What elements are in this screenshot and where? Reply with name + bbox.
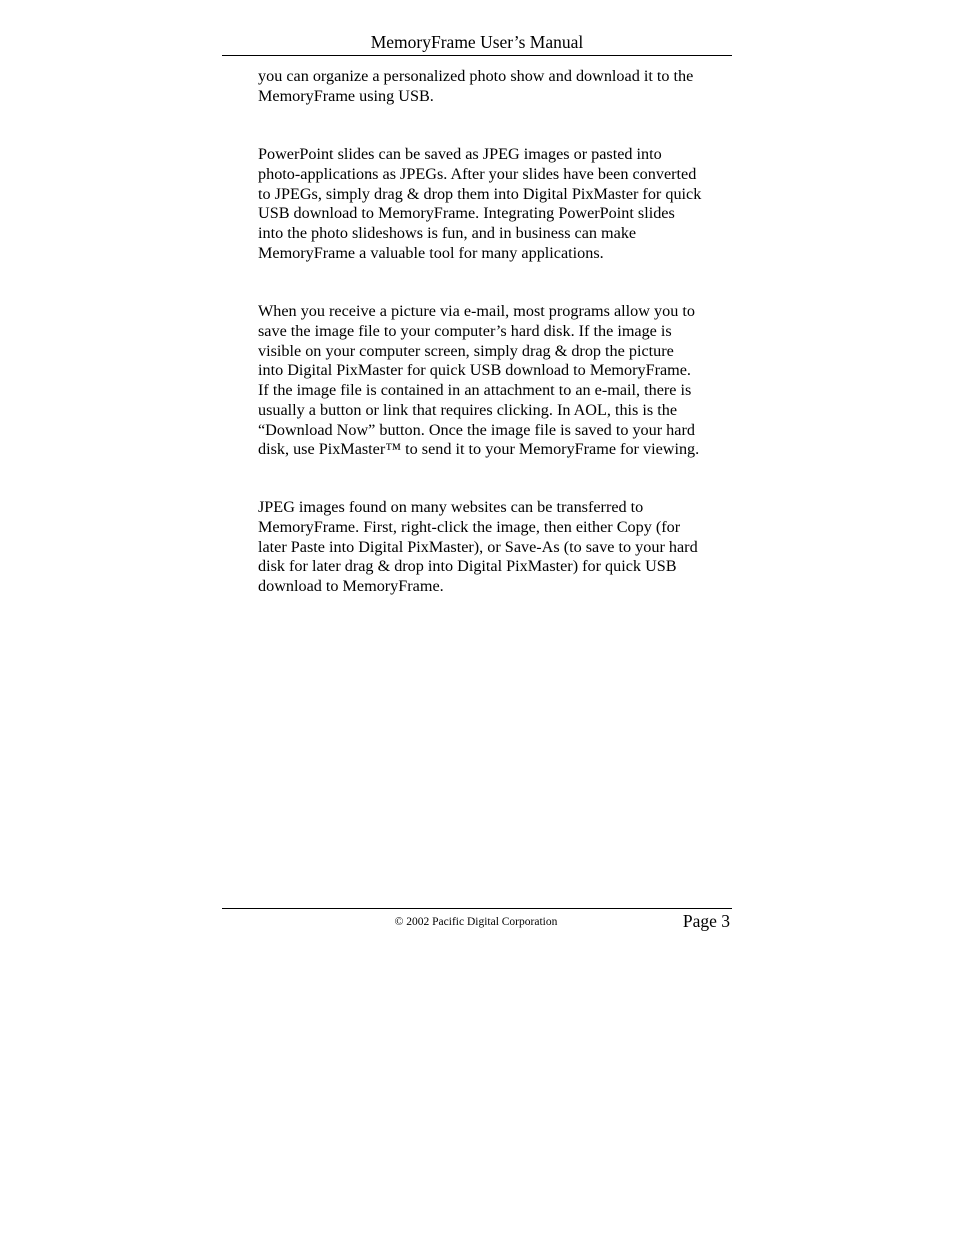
header-divider [222,55,732,56]
footer-divider [222,908,732,909]
text-line: download to MemoryFrame. [258,577,444,595]
text-line: “Download Now” button. Once the image file is saved to your hard [258,420,695,439]
text-line: visible on your computer screen, simply drag & drop the picture [258,341,674,360]
text-line: disk, use PixMaster™ to send it to your MemoryFrame for viewing. [258,440,700,459]
copyright-notice: © 2002 Pacific Digital Corporation [394,916,558,928]
text-line: later Paste into Digital PixMaster), or Save-As (to save to your hard [258,537,698,556]
text-line: MemoryFrame using USB. [258,86,434,105]
manual-title: MemoryFrame User’s Manual [370,32,584,52]
text-line: save the image file to your computer’s hard disk. If the image is [258,321,672,340]
page-number: Page 3 [682,911,730,931]
text-line: disk for later drag & drop into Digital PixMaster) for quick USB [258,557,677,576]
paragraph-powerpoint [258,145,734,264]
text-line: MemoryFrame. First, right-click the image, then either Copy (for [258,517,681,536]
text-line: JPEG images found on many websites can be transferred to [258,498,644,516]
text-line: into Digital PixMaster for quick USB download to MemoryFrame. [258,361,691,380]
text-line: to JPEGs, simply drag & drop them into Digital PixMaster for quick [258,184,702,203]
text-line: you can organize a personalized photo show and download it to the [258,67,694,85]
paragraph-websites [258,498,734,597]
text-line: When you receive a picture via e-mail, most programs allow you to [258,302,695,320]
paragraph-email [258,302,734,460]
text-line: usually a button or link that requires clicking. In AOL, this is the [258,400,678,419]
text-line: MemoryFrame a valuable tool for many applications. [258,243,604,262]
paragraph-intro-continuation [258,67,734,107]
text-line: If the image file is contained in an attachment to an e-mail, there is [258,381,692,399]
text-line: USB download to MemoryFrame. Integrating PowerPoint slides [258,204,675,223]
text-line: PowerPoint slides can be saved as JPEG images or pasted into [258,145,662,163]
text-line: photo-applications as JPEGs. After your slides have been converted [258,164,697,183]
text-line: into the photo slideshows is fun, and in business can make [258,224,637,242]
